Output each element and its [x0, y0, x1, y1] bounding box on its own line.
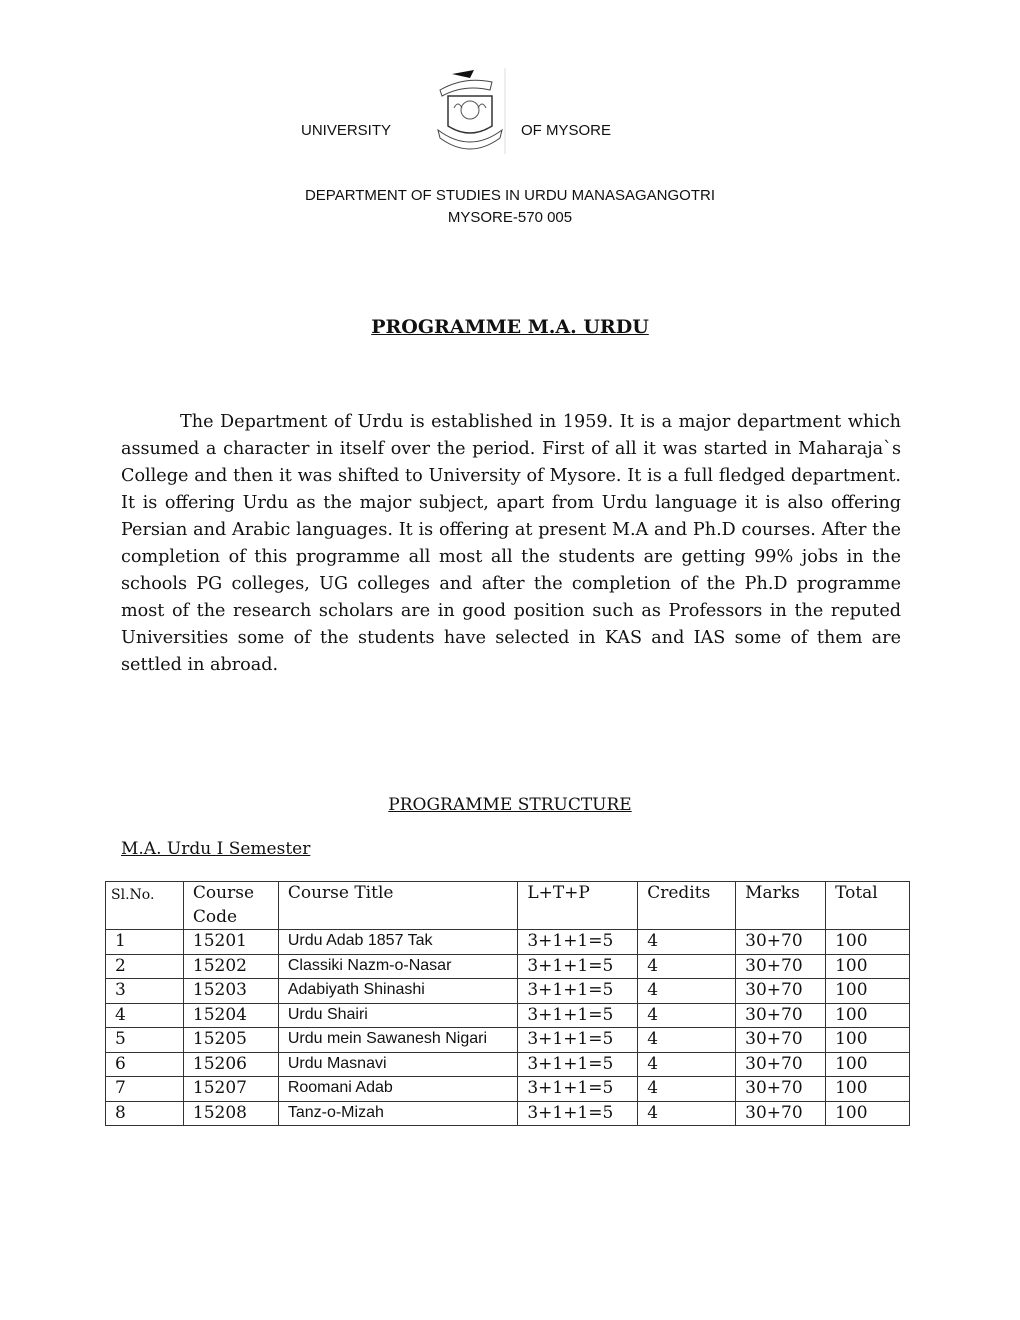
table-cell: 100 — [826, 1052, 910, 1077]
table-cell: 100 — [826, 930, 910, 955]
table-row — [106, 1101, 910, 1126]
table-row — [106, 1003, 910, 1028]
table-cell: Urdu Shairi — [278, 1003, 517, 1028]
table-cell: 4 — [638, 1028, 736, 1053]
table-cell: 4 — [638, 1077, 736, 1102]
department-address: MYSORE-570 005 — [447, 209, 573, 226]
table-cell: 100 — [826, 979, 910, 1004]
header-university: UNIVERSITY — [301, 122, 392, 139]
table-cell: 1 — [106, 930, 184, 955]
table-cell: 100 — [826, 1003, 910, 1028]
table-cell: 15202 — [183, 954, 278, 979]
department-name: DEPARTMENT OF STUDIES IN URDU MANASAGANGOTRI — [304, 187, 716, 204]
table-cell: 4 — [638, 1052, 736, 1077]
table-cell: 8 — [106, 1101, 184, 1126]
table-cell: 15201 — [183, 930, 278, 955]
table-cell: 100 — [826, 1028, 910, 1053]
table-cell: 30+70 — [736, 1077, 826, 1102]
table-cell: 3+1+1=5 — [518, 1003, 638, 1028]
column-header: Marks — [736, 882, 826, 930]
table-cell: 3 — [106, 979, 184, 1004]
table-cell: 4 — [638, 954, 736, 979]
column-header: Total — [826, 882, 910, 930]
table-cell: 15205 — [183, 1028, 278, 1053]
table-row — [106, 979, 910, 1004]
table-cell: 7 — [106, 1077, 184, 1102]
table-cell: Urdu Masnavi — [278, 1052, 517, 1077]
table-cell: 2 — [106, 954, 184, 979]
table-cell: 6 — [106, 1052, 184, 1077]
table-cell: 30+70 — [736, 1003, 826, 1028]
table-cell: 4 — [638, 979, 736, 1004]
table-header-row — [106, 882, 910, 930]
table-cell: 15207 — [183, 1077, 278, 1102]
table-cell: Tanz-o-Mizah — [278, 1101, 517, 1126]
column-header: Course Code — [183, 882, 278, 930]
table-cell: 15206 — [183, 1052, 278, 1077]
column-header: Course Title — [278, 882, 517, 930]
header-of-mysore: OF MYSORE — [521, 122, 612, 139]
table-cell: 4 — [106, 1003, 184, 1028]
table-cell: Adabiyath Shinashi — [278, 979, 517, 1004]
table-cell: 3+1+1=5 — [518, 930, 638, 955]
table-cell: 30+70 — [736, 954, 826, 979]
table-row — [106, 954, 910, 979]
table-cell: 15204 — [183, 1003, 278, 1028]
table-cell: 100 — [826, 1101, 910, 1126]
table-row — [106, 930, 910, 955]
table-cell: Urdu Adab 1857 Tak — [278, 930, 517, 955]
table-cell: 100 — [826, 954, 910, 979]
page-title: PROGRAMME M.A. URDU — [371, 316, 649, 338]
table-cell: 3+1+1=5 — [518, 979, 638, 1004]
column-header: L+T+P — [518, 882, 638, 930]
table-cell: 30+70 — [736, 930, 826, 955]
table-cell: 100 — [826, 1077, 910, 1102]
table-cell: 30+70 — [736, 1101, 826, 1126]
table-cell: 30+70 — [736, 1052, 826, 1077]
table-cell: Urdu mein Sawanesh Nigari — [278, 1028, 517, 1053]
table-cell: 15203 — [183, 979, 278, 1004]
semester-heading: M.A. Urdu I Semester — [121, 839, 311, 859]
table-row — [106, 1052, 910, 1077]
table-cell: 3+1+1=5 — [518, 1052, 638, 1077]
table-cell: Classiki Nazm-o-Nasar — [278, 954, 517, 979]
column-header: Sl.No. — [106, 882, 184, 930]
column-header: Credits — [638, 882, 736, 930]
university-crest-logo — [434, 68, 506, 154]
table-cell: 30+70 — [736, 979, 826, 1004]
table-cell: Roomani Adab — [278, 1077, 517, 1102]
table-cell: 15208 — [183, 1101, 278, 1126]
table-cell: 3+1+1=5 — [518, 1077, 638, 1102]
intro-paragraph: The Department of Urdu is established in 1959. It is a major department which assumed a character in itself over the period. First of all it was started in Maharaja`s College and then it was shifted to University of Mysore. It is a full fledged department. It is offering Urdu as the major subject, apart from Urdu language it is also offering Persian and Arabic languages. It is offering at present M.A and Ph.D courses. After the completion of this programme all most all the students are getting 99% jobs in the schools PG colleges, UG colleges and after the completion of the Ph.D programme most of the research scholars are in good position such as Professors in the reputed Universities some of the students have selected in KAS and IAS some of them are settled in abroad. — [121, 412, 901, 675]
structure-heading: PROGRAMME STRUCTURE — [388, 795, 632, 815]
table-cell: 3+1+1=5 — [518, 1028, 638, 1053]
table-cell: 4 — [638, 1003, 736, 1028]
table-row — [106, 1077, 910, 1102]
table-cell: 5 — [106, 1028, 184, 1053]
table-cell: 4 — [638, 1101, 736, 1126]
course-table — [105, 881, 910, 1126]
table-cell: 4 — [638, 930, 736, 955]
table-row — [106, 1028, 910, 1053]
table-cell: 30+70 — [736, 1028, 826, 1053]
table-cell: 3+1+1=5 — [518, 954, 638, 979]
table-cell: 3+1+1=5 — [518, 1101, 638, 1126]
